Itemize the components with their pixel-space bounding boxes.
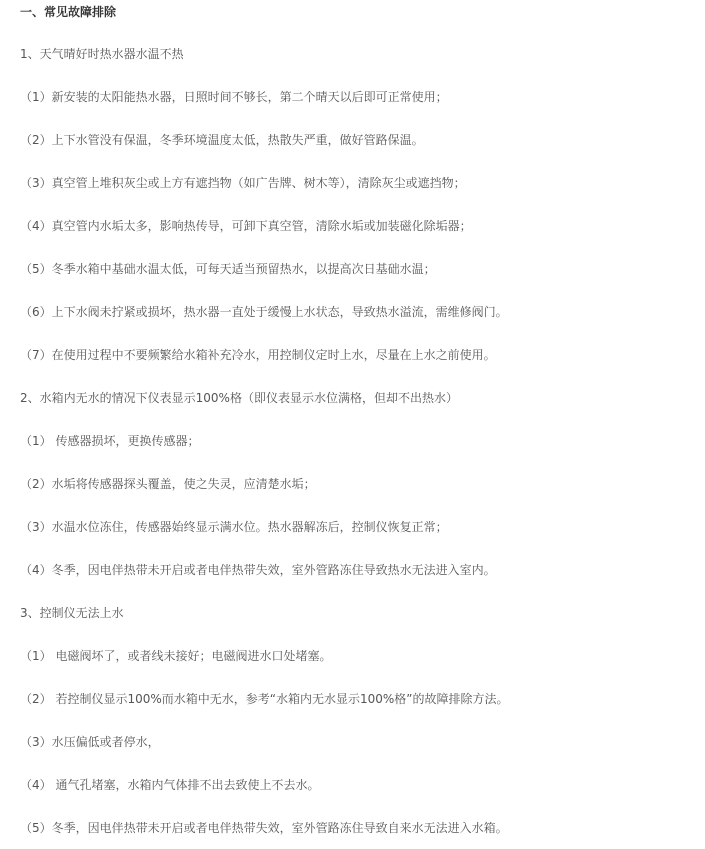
paragraph-1-7: （7）在使用过程中不要频繁给水箱补充冷水，用控制仪定时上水，尽量在上水之前使用。 bbox=[20, 348, 496, 362]
paragraph-1-5: （5）冬季水箱中基础水温太低，可每天适当预留热水，以提高次日基础水温； bbox=[20, 262, 436, 276]
paragraph-2-3: （3）水温水位冻住，传感器始终显示满水位。热水器解冻后，控制仪恢复正常； bbox=[20, 520, 448, 534]
paragraph-3-5: （5）冬季，因电伴热带未开启或者电伴热带失效，室外管路冻住导致自来水无法进入水箱。 bbox=[20, 821, 508, 835]
paragraph-1-3: （3）真空管上堆积灰尘或上方有遮挡物（如广告牌、树木等），清除灰尘或遮挡物； bbox=[20, 176, 466, 190]
heading-3: 3、控制仪无法上水 bbox=[20, 606, 124, 620]
paragraph-1-1: （1）新安装的太阳能热水器，日照时间不够长，第二个晴天以后即可正常使用； bbox=[20, 90, 448, 104]
paragraph-3-4: （4） 通气孔堵塞，水箱内气体排不出去致使上不去水。 bbox=[20, 778, 320, 792]
heading-1: 1、天气晴好时热水器水温不热 bbox=[20, 47, 184, 61]
paragraph-1-4: （4）真空管内水垢太多，影响热传导，可卸下真空管，清除水垢或加装磁化除垢器； bbox=[20, 219, 472, 233]
paragraph-2-2: （2）水垢将传感器探头覆盖，使之失灵，应清楚水垢； bbox=[20, 477, 316, 491]
paragraph-3-3: （3）水压偏低或者停水， bbox=[20, 735, 160, 749]
paragraph-1-6: （6）上下水阀未拧紧或损坏，热水器一直处于缓慢上水状态，导致热水溢流，需维修阀门。 bbox=[20, 305, 508, 319]
heading-2: 2、水箱内无水的情况下仪表显示100%格（即仪表显示水位满格，但却不出热水） bbox=[20, 391, 458, 405]
paragraph-1-2: （2）上下水管没有保温，冬季环境温度太低，热散失严重，做好管路保温。 bbox=[20, 133, 424, 147]
section-title: 一、常见故障排除 bbox=[20, 5, 117, 19]
paragraph-3-2: （2） 若控制仪显示100%而水箱中无水，参考“水箱内无水显示100%格”的故障排除方法。 bbox=[20, 692, 509, 706]
paragraph-3-1: （1） 电磁阀坏了，或者线未接好；电磁阀进水口处堵塞。 bbox=[20, 649, 332, 663]
paragraph-2-4: （4）冬季，因电伴热带未开启或者电伴热带失效，室外管路冻住导致热水无法进入室内。 bbox=[20, 563, 496, 577]
paragraph-2-1: （1） 传感器损坏，更换传感器； bbox=[20, 434, 200, 448]
